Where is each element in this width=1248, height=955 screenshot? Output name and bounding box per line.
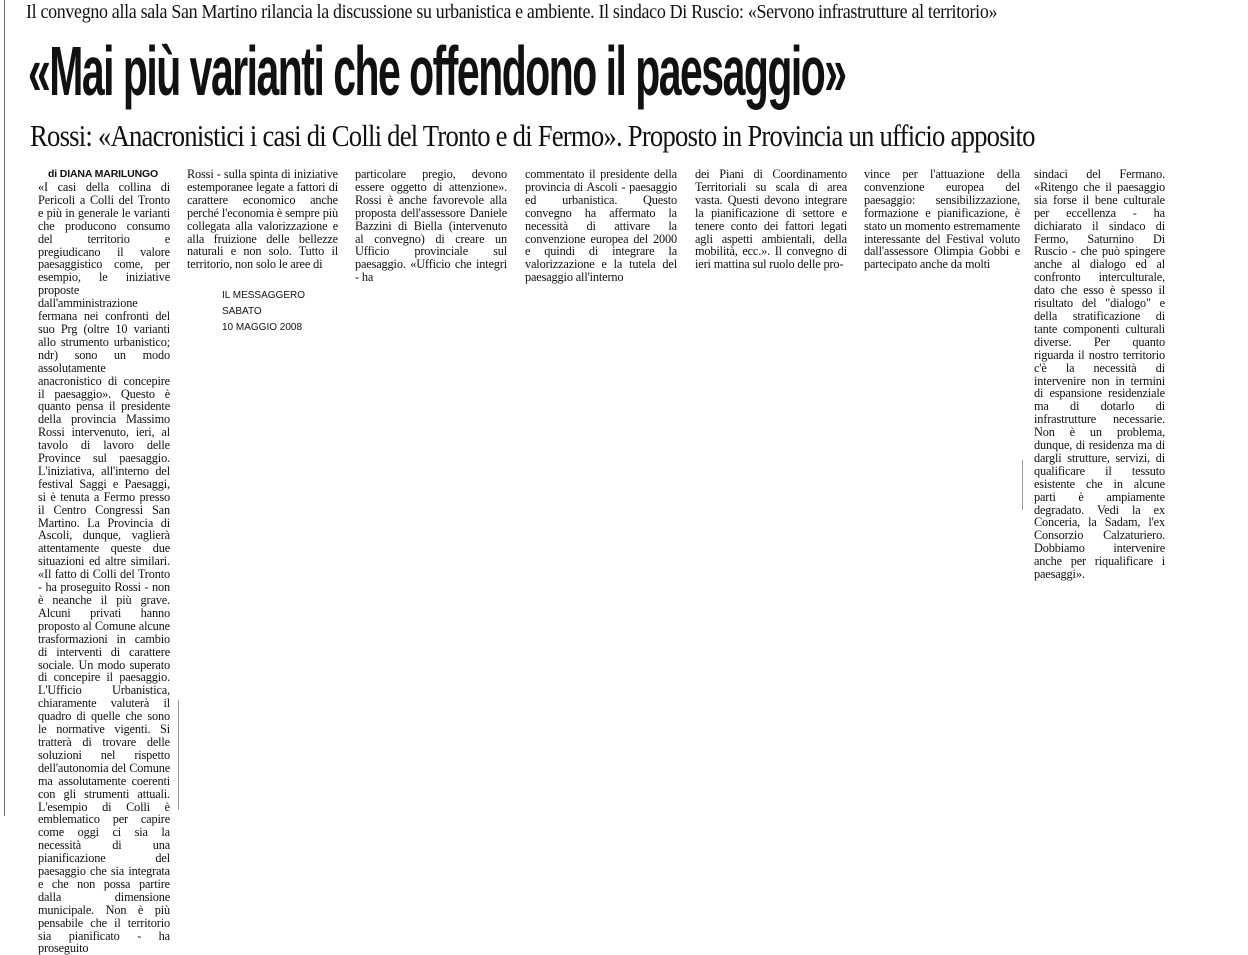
article-headline: «Mai più varianti che offendono il paesaggio» bbox=[28, 32, 846, 110]
page-edge-rule bbox=[4, 0, 5, 816]
source-dateline bbox=[222, 288, 305, 336]
column-text-2: Rossi - sulla spinta di iniziative estemporanee legate a fattori di carattere economico anche perché l'economia è sempre più collegata alla valorizzazione e alla fruizione delle bellezze naturali e non solo. Tutto il territorio, non solo le aree di bbox=[187, 167, 338, 272]
article-column-3 bbox=[355, 168, 507, 284]
article-column-6 bbox=[864, 168, 1020, 271]
article-column-7 bbox=[1034, 168, 1165, 581]
source-day: SABATO bbox=[222, 306, 262, 317]
article-column-1 bbox=[38, 168, 170, 955]
article-subheadline: Rossi: «Anacronistici i casi di Colli del Tronto e di Fermo». Proposto in Provincia un ufficio apposito bbox=[30, 118, 1035, 153]
column-text-6: vince per l'attuazione della convenzione europea del paesaggio: sensibilizzazione, formazione e pianificazione, è stato un momento estremamente interessante del Festival voluto dall'assessore Olimpia Gobbi e partecipato anche da molti bbox=[864, 167, 1020, 272]
source-date: 10 MAGGIO 2008 bbox=[222, 322, 303, 333]
column-divider bbox=[1022, 460, 1023, 510]
article-column-4 bbox=[525, 168, 677, 284]
article-column-2 bbox=[187, 168, 338, 271]
source-paper: IL MESSAGGERO bbox=[222, 290, 305, 301]
column-text-7: sindaci del Fermano. «Ritengo che il paesaggio sia forse il bene culturale per eccellenza - ha dichiarato il sindaco di Fermo, Saturnino Di Ruscio - che può spingere anche al dialogo ed al confronto interculturale, dato che esso è spesso il risultato del "dialogo" e della stratificazione di tante componenti culturali diverse. Per quanto riguarda il nostro territorio c'è la necessità di intervenire non in termini di espansione residenziale ma di dotarlo di infrastrutture necessarie. Non è un problema, dunque, di residenza ma di dargli strutture, servizi, di qualificare il tessuto esistente che in alcune parti è ampiamente degradato. Vedi la ex Conceria, la Sadam, l'ex Consorzio Calzaturiero. Dobbiamo intervenire anche per riqualificare i paesaggi». bbox=[1034, 167, 1165, 582]
column-divider bbox=[178, 700, 179, 810]
column-text-4: commentato il presidente della provincia di Ascoli - paesaggio ed urbanistica. Questo convegno ha affermato la necessità di attivare la convenzione europea del 2000 e quindi di integrare la valorizzazione e la tutela del paesaggio all'interno bbox=[525, 167, 677, 285]
article-kicker: Il convegno alla sala San Martino rilancia la discussione su urbanistica e ambiente. Il sindaco Di Ruscio: «Servono infrastrutture al territorio» bbox=[26, 2, 998, 23]
column-text-5: dei Piani di Coordinamento Territoriali su scala di area vasta. Questi devono integrare la pianificazione di settore e tenere conto dei fattori legati agli aspetti ambientali, della mobilità, ecc.». Il convegno di ieri mattina sul ruolo delle pro- bbox=[695, 167, 847, 272]
column-text-1: «I casi della collina di Pericoli a Colli del Tronto e più in generale le varianti che producono consumo del territorio e pregiudicano il valore paesaggistico come, per esempio, le iniziative proposte dall'amministrazione fermana nei confronti del suo Prg (oltre 10 varianti allo strumento urbanistico; ndr) sono un modo assolutamente anacronistico di concepire il paesaggio». Questo è quanto pensa il presidente della provincia Massimo Rossi intervenuto, ieri, al tavolo di lavoro delle Province sul paesaggio. L'iniziativa, all'interno del festival Saggi e Paesaggi, si è tenuta a Fermo presso il Centro Congressi San Martino. La Provincia di Ascoli, dunque, vaglierà attentamente queste due situazioni ed altre similari. «Il fatto di Colli del Tronto - ha proseguito Rossi - non è neanche il più grave. Alcuni privati hanno proposto al Comune alcune trasformazioni in cambio di interventi di carattere sociale. Un modo superato di concepire il paesaggio. L'Ufficio Urbanistica, chiaramente valuterà il quadro di quelle che sono le normative vigenti. Si tratterà di trovare delle soluzioni nel rispetto dell'autonomia del Comune ma assolutamente coerenti con gli strumenti attuali. L'esempio di Colli è emblematico per capire come oggi ci sia la necessità di una pianificazione del paesaggio che sia integrata e che non possa partire dalla dimensione municipale. Non è più pensabile che il territorio sia pianificato - ha proseguito bbox=[38, 180, 170, 955]
column-text-3: particolare pregio, devono essere oggetto di attenzione». Rossi è anche favorevole alla proposta dell'assessore Daniele Bazzini di Biella (intervenuto al convegno) di creare un Ufficio provinciale sul paesaggio. «Ufficio che integri - ha bbox=[355, 167, 507, 285]
article-byline: di DIANA MARILUNGO bbox=[48, 168, 159, 180]
article-column-5 bbox=[695, 168, 847, 271]
